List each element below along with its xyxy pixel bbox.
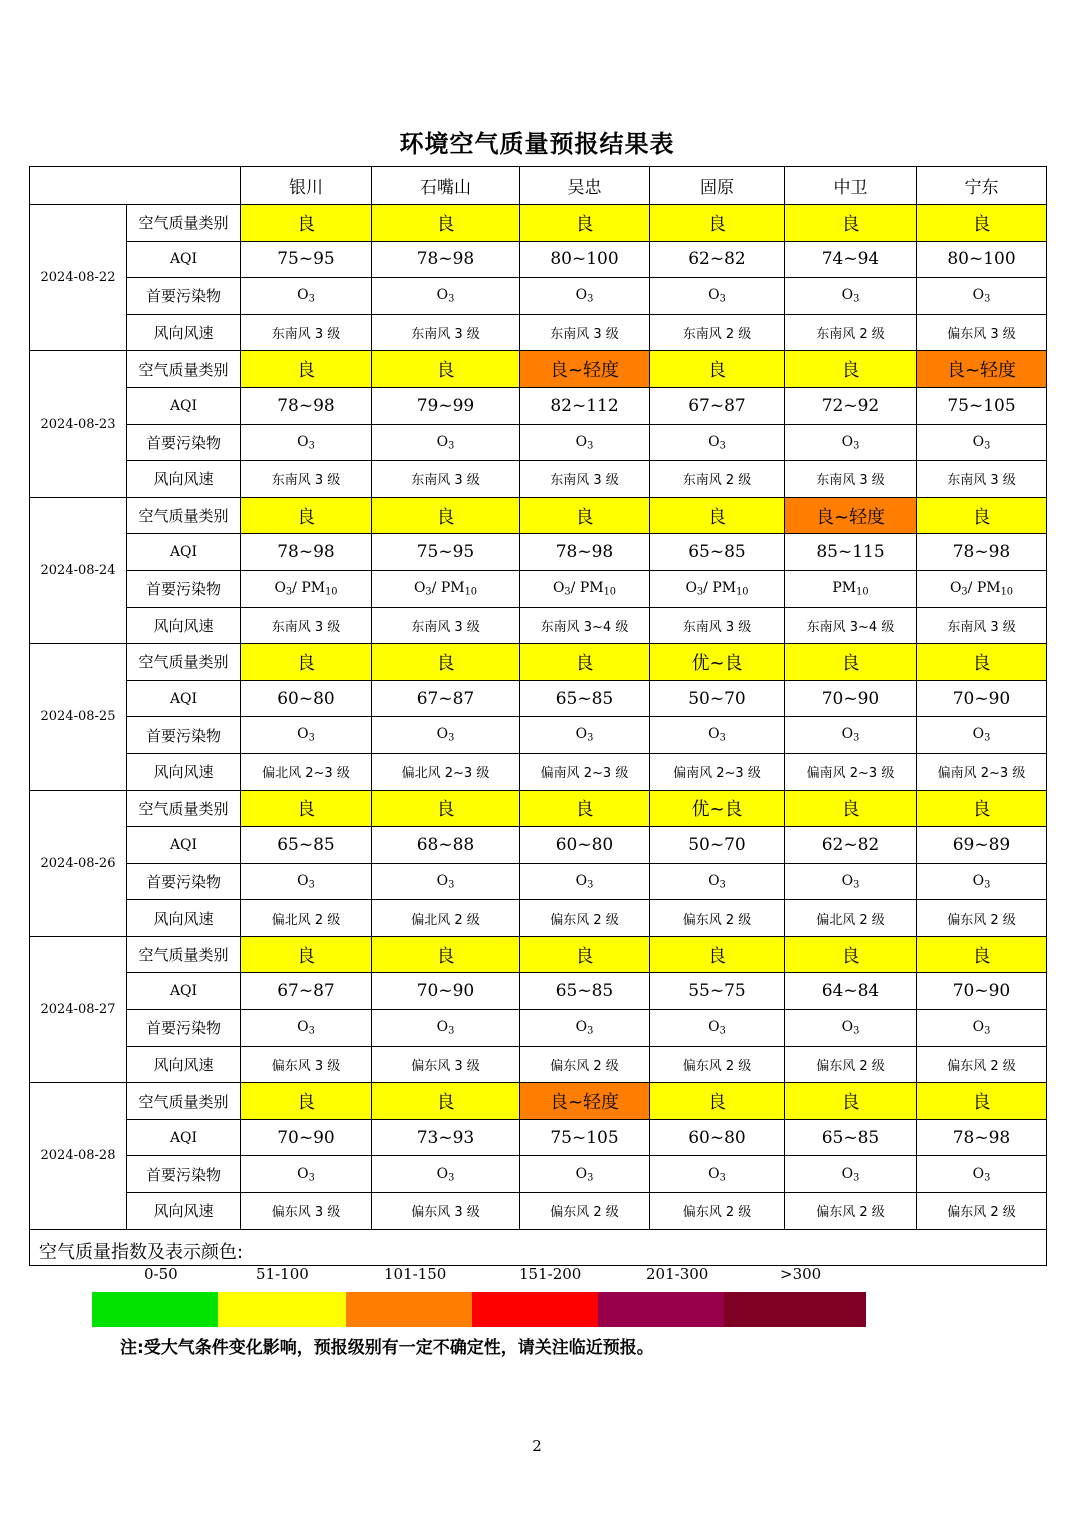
wind-cell: 东南风 3 级 bbox=[650, 607, 785, 644]
aqi-cell: 75~105 bbox=[917, 387, 1047, 424]
wind-cell: 偏南风 2~3 级 bbox=[785, 753, 917, 790]
aqi-cell: 67~87 bbox=[241, 973, 372, 1010]
table-row bbox=[30, 644, 1047, 681]
pollutant-cell: $O_3$ bbox=[520, 863, 650, 900]
table-row bbox=[30, 1156, 1047, 1193]
table-row bbox=[30, 241, 1047, 278]
category-cell: 良 bbox=[785, 790, 917, 827]
row-label-pollutant: 首要污染物 bbox=[127, 424, 241, 461]
city-header: 吴忠 bbox=[520, 167, 650, 205]
category-cell: 良 bbox=[241, 205, 372, 242]
wind-cell: 偏北风 2 级 bbox=[785, 900, 917, 937]
legend-color-swatch bbox=[724, 1292, 866, 1327]
aqi-cell: 78~98 bbox=[520, 534, 650, 571]
wind-cell: 东南风 3 级 bbox=[241, 461, 372, 498]
pollutant-cell: $PM_{10}$ bbox=[785, 570, 917, 607]
wind-cell: 偏东风 2 级 bbox=[650, 900, 785, 937]
aqi-cell: 64~84 bbox=[785, 973, 917, 1010]
table-row bbox=[30, 534, 1047, 571]
wind-cell: 偏东风 3 级 bbox=[372, 1193, 520, 1230]
table-row bbox=[30, 424, 1047, 461]
wind-cell: 偏东风 2 级 bbox=[917, 1046, 1047, 1083]
wind-cell: 东南风 3 级 bbox=[372, 607, 520, 644]
pollutant-cell: $O_3$ bbox=[650, 863, 785, 900]
wind-cell: 偏东风 2 级 bbox=[650, 1046, 785, 1083]
table-row bbox=[30, 387, 1047, 424]
aqi-cell: 75~95 bbox=[241, 241, 372, 278]
category-cell: 良 bbox=[785, 644, 917, 681]
row-label-pollutant: 首要污染物 bbox=[127, 717, 241, 754]
legend-range-label: 51-100 bbox=[256, 1264, 309, 1283]
wind-cell: 偏东风 2 级 bbox=[520, 1193, 650, 1230]
table-row bbox=[30, 1083, 1047, 1120]
aqi-cell: 62~82 bbox=[650, 241, 785, 278]
pollutant-cell: $O_3/$ $PM_{10}$ bbox=[372, 570, 520, 607]
table-row bbox=[30, 497, 1047, 534]
aqi-cell: 60~80 bbox=[520, 827, 650, 864]
pollutant-cell: $O_3/$ $PM_{10}$ bbox=[520, 570, 650, 607]
pollutant-cell: $O_3$ bbox=[241, 717, 372, 754]
pollutant-cell: $O_3$ bbox=[372, 717, 520, 754]
row-label-wind: 风向风速 bbox=[127, 314, 241, 351]
category-cell: 良~轻度 bbox=[785, 497, 917, 534]
category-cell: 良 bbox=[241, 351, 372, 388]
category-cell: 良 bbox=[372, 497, 520, 534]
aqi-cell: 62~82 bbox=[785, 827, 917, 864]
row-label-category: 空气质量类别 bbox=[127, 644, 241, 681]
row-label-wind: 风向风速 bbox=[127, 461, 241, 498]
aqi-cell: 78~98 bbox=[917, 534, 1047, 571]
row-label-aqi: AQI bbox=[127, 973, 241, 1010]
wind-cell: 东南风 2 级 bbox=[650, 314, 785, 351]
legend-range-label: 201-300 bbox=[646, 1264, 709, 1283]
category-cell: 良 bbox=[520, 790, 650, 827]
date-cell: 2024-08-25 bbox=[30, 644, 127, 790]
pollutant-cell: $O_3$ bbox=[241, 863, 372, 900]
row-label-category: 空气质量类别 bbox=[127, 1083, 241, 1120]
aqi-cell: 68~88 bbox=[372, 827, 520, 864]
category-cell: 良 bbox=[520, 497, 650, 534]
row-label-category: 空气质量类别 bbox=[127, 790, 241, 827]
category-cell: 良 bbox=[650, 351, 785, 388]
category-cell: 良 bbox=[917, 790, 1047, 827]
table-row bbox=[30, 570, 1047, 607]
wind-cell: 偏东风 2 级 bbox=[917, 900, 1047, 937]
category-cell: 良 bbox=[520, 644, 650, 681]
pollutant-cell: $O_3$ bbox=[650, 717, 785, 754]
legend-color-swatch bbox=[472, 1292, 598, 1327]
pollutant-cell: $O_3$ bbox=[650, 1156, 785, 1193]
category-cell: 良 bbox=[241, 936, 372, 973]
pollutant-cell: $O_3$ bbox=[917, 1010, 1047, 1047]
wind-cell: 偏北风 2~3 级 bbox=[372, 753, 520, 790]
aqi-cell: 65~85 bbox=[520, 973, 650, 1010]
table-row bbox=[30, 1193, 1047, 1230]
date-cell: 2024-08-24 bbox=[30, 497, 127, 643]
row-label-pollutant: 首要污染物 bbox=[127, 278, 241, 315]
wind-cell: 东南风 3 级 bbox=[372, 314, 520, 351]
category-cell: 良 bbox=[785, 936, 917, 973]
table-row bbox=[30, 717, 1047, 754]
aqi-cell: 79~99 bbox=[372, 387, 520, 424]
pollutant-cell: $O_3$ bbox=[917, 1156, 1047, 1193]
wind-cell: 偏北风 2~3 级 bbox=[241, 753, 372, 790]
pollutant-cell: $O_3$ bbox=[241, 1010, 372, 1047]
category-cell: 良 bbox=[372, 936, 520, 973]
wind-cell: 偏东风 2 级 bbox=[520, 900, 650, 937]
pollutant-cell: $O_3$ bbox=[917, 863, 1047, 900]
city-header: 石嘴山 bbox=[372, 167, 520, 205]
row-label-wind: 风向风速 bbox=[127, 753, 241, 790]
aqi-cell: 70~90 bbox=[917, 680, 1047, 717]
pollutant-cell: $O_3$ bbox=[520, 717, 650, 754]
aqi-cell: 70~90 bbox=[241, 1119, 372, 1156]
aqi-cell: 78~98 bbox=[372, 241, 520, 278]
category-cell: 良 bbox=[917, 205, 1047, 242]
table-row bbox=[30, 900, 1047, 937]
legend-range-label: 0-50 bbox=[144, 1264, 178, 1283]
category-cell: 良 bbox=[785, 1083, 917, 1120]
category-cell: 良 bbox=[520, 936, 650, 973]
legend-range-label: 101-150 bbox=[384, 1264, 447, 1283]
aqi-cell: 78~98 bbox=[241, 387, 372, 424]
table-row bbox=[30, 1119, 1047, 1156]
category-cell: 良 bbox=[650, 1083, 785, 1120]
category-cell: 良 bbox=[520, 205, 650, 242]
header-corner bbox=[30, 167, 241, 205]
table-row bbox=[30, 973, 1047, 1010]
table-row bbox=[30, 314, 1047, 351]
wind-cell: 偏东风 2 级 bbox=[917, 1193, 1047, 1230]
pollutant-cell: $O_3$ bbox=[372, 278, 520, 315]
wind-cell: 偏南风 2~3 级 bbox=[917, 753, 1047, 790]
row-label-wind: 风向风速 bbox=[127, 607, 241, 644]
pollutant-cell: $O_3$ bbox=[785, 1156, 917, 1193]
pollutant-cell: $O_3$ bbox=[241, 278, 372, 315]
row-label-wind: 风向风速 bbox=[127, 900, 241, 937]
row-label-category: 空气质量类别 bbox=[127, 205, 241, 242]
pollutant-cell: $O_3$ bbox=[520, 1010, 650, 1047]
pollutant-cell: $O_3$ bbox=[372, 1156, 520, 1193]
category-cell: 良~轻度 bbox=[520, 351, 650, 388]
wind-cell: 东南风 3 级 bbox=[520, 314, 650, 351]
wind-cell: 东南风 3 级 bbox=[917, 607, 1047, 644]
aqi-cell: 70~90 bbox=[917, 973, 1047, 1010]
row-label-pollutant: 首要污染物 bbox=[127, 1010, 241, 1047]
pollutant-cell: $O_3$ bbox=[520, 424, 650, 461]
category-cell: 良 bbox=[372, 790, 520, 827]
legend-color-swatch bbox=[92, 1292, 218, 1327]
page-number: 2 bbox=[532, 1437, 542, 1455]
row-label-category: 空气质量类别 bbox=[127, 936, 241, 973]
table-row bbox=[30, 351, 1047, 388]
row-label-aqi: AQI bbox=[127, 1119, 241, 1156]
pollutant-cell: $O_3/$ $PM_{10}$ bbox=[241, 570, 372, 607]
wind-cell: 偏东风 3 级 bbox=[241, 1046, 372, 1083]
pollutant-cell: $O_3$ bbox=[241, 1156, 372, 1193]
row-label-wind: 风向风速 bbox=[127, 1193, 241, 1230]
wind-cell: 偏南风 2~3 级 bbox=[650, 753, 785, 790]
table-row bbox=[30, 827, 1047, 864]
table-row bbox=[30, 680, 1047, 717]
aqi-cell: 75~105 bbox=[520, 1119, 650, 1156]
aqi-cell: 69~89 bbox=[917, 827, 1047, 864]
category-cell: 良 bbox=[917, 936, 1047, 973]
date-cell: 2024-08-22 bbox=[30, 205, 127, 351]
table-row bbox=[30, 461, 1047, 498]
pollutant-cell: $O_3$ bbox=[785, 717, 917, 754]
city-header: 宁东 bbox=[917, 167, 1047, 205]
date-cell: 2024-08-27 bbox=[30, 936, 127, 1082]
aqi-cell: 55~75 bbox=[650, 973, 785, 1010]
category-cell: 良 bbox=[372, 1083, 520, 1120]
wind-cell: 偏南风 2~3 级 bbox=[520, 753, 650, 790]
row-label-category: 空气质量类别 bbox=[127, 497, 241, 534]
wind-cell: 东南风 3 级 bbox=[917, 461, 1047, 498]
pollutant-cell: $O_3$ bbox=[372, 863, 520, 900]
pollutant-cell: $O_3$ bbox=[650, 278, 785, 315]
wind-cell: 东南风 2 级 bbox=[650, 461, 785, 498]
category-cell: 良 bbox=[650, 497, 785, 534]
table-row bbox=[30, 936, 1047, 973]
aqi-cell: 50~70 bbox=[650, 680, 785, 717]
category-cell: 良 bbox=[241, 1083, 372, 1120]
wind-cell: 偏东风 2 级 bbox=[785, 1193, 917, 1230]
category-cell: 良~轻度 bbox=[520, 1083, 650, 1120]
forecast-table-body bbox=[30, 167, 1047, 1283]
wind-cell: 偏北风 2 级 bbox=[241, 900, 372, 937]
aqi-cell: 75~95 bbox=[372, 534, 520, 571]
pollutant-cell: $O_3$ bbox=[650, 1010, 785, 1047]
table-row bbox=[30, 1010, 1047, 1047]
row-label-aqi: AQI bbox=[127, 241, 241, 278]
header-row bbox=[30, 167, 1047, 205]
category-cell: 良 bbox=[917, 497, 1047, 534]
pollutant-cell: $O_3$ bbox=[917, 278, 1047, 315]
category-cell: 良 bbox=[917, 1083, 1047, 1120]
wind-cell: 偏东风 3 级 bbox=[241, 1193, 372, 1230]
aqi-legend bbox=[30, 1229, 1047, 1283]
pollutant-cell: $O_3$ bbox=[650, 424, 785, 461]
pollutant-cell: $O_3$ bbox=[785, 863, 917, 900]
aqi-cell: 60~80 bbox=[241, 680, 372, 717]
legend-range-label: >300 bbox=[780, 1264, 822, 1283]
legend-color-swatch bbox=[346, 1292, 472, 1327]
wind-cell: 偏东风 2 级 bbox=[650, 1193, 785, 1230]
wind-cell: 东南风 3 级 bbox=[520, 461, 650, 498]
wind-cell: 东南风 3 级 bbox=[372, 461, 520, 498]
table-row bbox=[30, 278, 1047, 315]
aqi-cell: 70~90 bbox=[785, 680, 917, 717]
wind-cell: 东南风 3 级 bbox=[241, 607, 372, 644]
wind-cell: 偏东风 3 级 bbox=[917, 314, 1047, 351]
aqi-cell: 67~87 bbox=[650, 387, 785, 424]
pollutant-cell: $O_3$ bbox=[785, 1010, 917, 1047]
row-label-aqi: AQI bbox=[127, 827, 241, 864]
category-cell: 优~良 bbox=[650, 644, 785, 681]
pollutant-cell: $O_3/$ $PM_{10}$ bbox=[917, 570, 1047, 607]
pollutant-cell: $O_3$ bbox=[917, 424, 1047, 461]
aqi-cell: 85~115 bbox=[785, 534, 917, 571]
aqi-cell: 80~100 bbox=[917, 241, 1047, 278]
aqi-cell: 73~93 bbox=[372, 1119, 520, 1156]
row-label-pollutant: 首要污染物 bbox=[127, 570, 241, 607]
table-row bbox=[30, 205, 1047, 242]
aqi-cell: 74~94 bbox=[785, 241, 917, 278]
wind-cell: 偏东风 2 级 bbox=[785, 1046, 917, 1083]
category-cell: 良 bbox=[241, 790, 372, 827]
date-cell: 2024-08-23 bbox=[30, 351, 127, 497]
category-cell: 良 bbox=[241, 497, 372, 534]
date-cell: 2024-08-28 bbox=[30, 1083, 127, 1229]
pollutant-cell: $O_3$ bbox=[372, 1010, 520, 1047]
wind-cell: 东南风 2 级 bbox=[785, 314, 917, 351]
aqi-cell: 67~87 bbox=[372, 680, 520, 717]
aqi-cell: 50~70 bbox=[650, 827, 785, 864]
wind-cell: 偏东风 3 级 bbox=[372, 1046, 520, 1083]
row-label-pollutant: 首要污染物 bbox=[127, 863, 241, 900]
category-cell: 良 bbox=[372, 205, 520, 242]
row-label-aqi: AQI bbox=[127, 680, 241, 717]
pollutant-cell: $O_3$ bbox=[520, 278, 650, 315]
pollutant-cell: $O_3$ bbox=[372, 424, 520, 461]
category-cell: 良 bbox=[241, 644, 372, 681]
aqi-cell: 65~85 bbox=[650, 534, 785, 571]
aqi-cell: 72~92 bbox=[785, 387, 917, 424]
pollutant-cell: $O_3$ bbox=[785, 424, 917, 461]
legend-range-label: 151-200 bbox=[519, 1264, 582, 1283]
category-cell: 良~轻度 bbox=[917, 351, 1047, 388]
category-cell: 良 bbox=[917, 644, 1047, 681]
row-label-category: 空气质量类别 bbox=[127, 351, 241, 388]
aqi-cell: 78~98 bbox=[917, 1119, 1047, 1156]
category-cell: 良 bbox=[372, 351, 520, 388]
category-cell: 良 bbox=[785, 205, 917, 242]
wind-cell: 东南风 3~4 级 bbox=[520, 607, 650, 644]
pollutant-cell: $O_3$ bbox=[785, 278, 917, 315]
forecast-table bbox=[29, 166, 1047, 1283]
wind-cell: 东南风 3 级 bbox=[241, 314, 372, 351]
aqi-cell: 65~85 bbox=[520, 680, 650, 717]
category-cell: 优~良 bbox=[650, 790, 785, 827]
row-label-aqi: AQI bbox=[127, 534, 241, 571]
city-header: 中卫 bbox=[785, 167, 917, 205]
city-header: 固原 bbox=[650, 167, 785, 205]
table-row bbox=[30, 1046, 1047, 1083]
legend-color-swatch bbox=[598, 1292, 724, 1327]
row-label-aqi: AQI bbox=[127, 387, 241, 424]
pollutant-cell: $O_3/$ $PM_{10}$ bbox=[650, 570, 785, 607]
wind-cell: 东南风 3 级 bbox=[785, 461, 917, 498]
legend-color-swatch bbox=[218, 1292, 346, 1327]
table-row bbox=[30, 607, 1047, 644]
wind-cell: 东南风 3~4 级 bbox=[785, 607, 917, 644]
date-cell: 2024-08-26 bbox=[30, 790, 127, 936]
row-label-pollutant: 首要污染物 bbox=[127, 1156, 241, 1193]
pollutant-cell: $O_3$ bbox=[241, 424, 372, 461]
city-header: 银川 bbox=[241, 167, 372, 205]
aqi-cell: 70~90 bbox=[372, 973, 520, 1010]
pollutant-cell: $O_3$ bbox=[520, 1156, 650, 1193]
pollutant-cell: $O_3$ bbox=[917, 717, 1047, 754]
table-row bbox=[30, 863, 1047, 900]
aqi-cell: 65~85 bbox=[241, 827, 372, 864]
aqi-cell: 60~80 bbox=[650, 1119, 785, 1156]
page-title: 环境空气质量预报结果表 bbox=[399, 130, 675, 158]
aqi-cell: 78~98 bbox=[241, 534, 372, 571]
category-cell: 良 bbox=[372, 644, 520, 681]
aqi-cell: 65~85 bbox=[785, 1119, 917, 1156]
category-cell: 良 bbox=[785, 351, 917, 388]
footnote: 注:受大气条件变化影响，预报级别有一定不确定性，请关注临近预报。 bbox=[120, 1338, 654, 1358]
aqi-cell: 82~112 bbox=[520, 387, 650, 424]
table-row bbox=[30, 790, 1047, 827]
aqi-cell: 80~100 bbox=[520, 241, 650, 278]
legend-row bbox=[30, 1229, 1047, 1266]
row-label-wind: 风向风速 bbox=[127, 1046, 241, 1083]
category-cell: 良 bbox=[650, 936, 785, 973]
table-row bbox=[30, 753, 1047, 790]
legend-title: 空气质量指数及表示颜色: bbox=[39, 1241, 244, 1263]
category-cell: 良 bbox=[650, 205, 785, 242]
wind-cell: 偏东风 2 级 bbox=[520, 1046, 650, 1083]
wind-cell: 偏北风 2 级 bbox=[372, 900, 520, 937]
